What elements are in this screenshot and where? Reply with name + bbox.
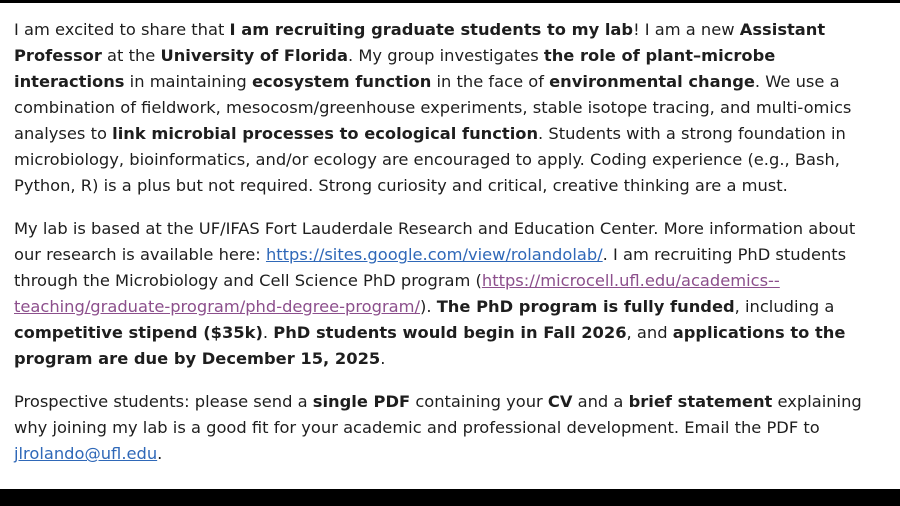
text: . bbox=[157, 444, 163, 463]
text: ). bbox=[419, 297, 437, 316]
text: . Students with a strong foundation in microbiology, bioinformatics, and/or ecology are encouraged to apply. Coding experience (e.g., Bash, Python, R) is a plus but not required. Strong curiosity and critical, creative thinking are a must. bbox=[14, 124, 846, 195]
text: , including a bbox=[734, 297, 835, 316]
bold-text: applications to the program are due by December 15, 2025 bbox=[14, 323, 846, 368]
text: My lab is based at the UF/IFAS Fort Lauderdale Research and Education Center. More information about our research is available here: bbox=[14, 219, 856, 264]
text: . I am recruiting PhD students through the Microbiology and Cell Science PhD program ( bbox=[14, 245, 847, 290]
bold-text: environmental change bbox=[549, 72, 755, 91]
bold-text: CV bbox=[547, 392, 573, 411]
bold-text: brief statement bbox=[628, 392, 773, 411]
phd-program-link[interactable]: https://microcell.ufl.edu/academics--teaching/graduate-program/phd-degree-program/ bbox=[14, 271, 780, 316]
text: . We use a combination of fieldwork, mesocosm/greenhouse experiments, stable isotope tracing, and multi-omics analyses to bbox=[14, 72, 852, 143]
text: . bbox=[380, 349, 386, 368]
text: . bbox=[262, 323, 274, 342]
bold-text: single PDF bbox=[312, 392, 411, 411]
lab-website-link[interactable]: https://sites.google.com/view/rolandolab/ bbox=[265, 245, 603, 264]
text: and a bbox=[572, 392, 629, 411]
text: at the bbox=[101, 46, 161, 65]
text: explaining why joining my lab is a good fit for your academic and professional development. Email the PDF to bbox=[14, 392, 862, 437]
bold-text: the role of plant–microbe interactions bbox=[14, 46, 776, 91]
text: ! I am a new bbox=[633, 20, 740, 39]
text: in the face of bbox=[431, 72, 550, 91]
paragraph-application bbox=[14, 389, 886, 467]
bold-text: University of Florida bbox=[160, 46, 348, 65]
bold-text: ecosystem function bbox=[251, 72, 432, 91]
paragraph-lab-info bbox=[14, 216, 886, 372]
paragraph-recruiting bbox=[14, 17, 886, 199]
bold-text: Assistant Professor bbox=[14, 20, 826, 65]
text: in maintaining bbox=[124, 72, 252, 91]
text: . My group investigates bbox=[347, 46, 544, 65]
text: I am excited to share that bbox=[14, 20, 230, 39]
bold-text: The PhD program is fully funded bbox=[436, 297, 735, 316]
bold-text: competitive stipend ($35k) bbox=[14, 323, 263, 342]
email-link[interactable]: jlrolando@ufl.edu bbox=[14, 444, 158, 463]
bold-text: link microbial processes to ecological function bbox=[112, 124, 539, 143]
text: containing your bbox=[410, 392, 548, 411]
bold-text: I am recruiting graduate students to my lab bbox=[229, 20, 634, 39]
text: , and bbox=[626, 323, 673, 342]
text: Prospective students: please send a bbox=[14, 392, 313, 411]
document-page bbox=[0, 3, 900, 489]
bold-text: PhD students would begin in Fall 2026 bbox=[273, 323, 627, 342]
